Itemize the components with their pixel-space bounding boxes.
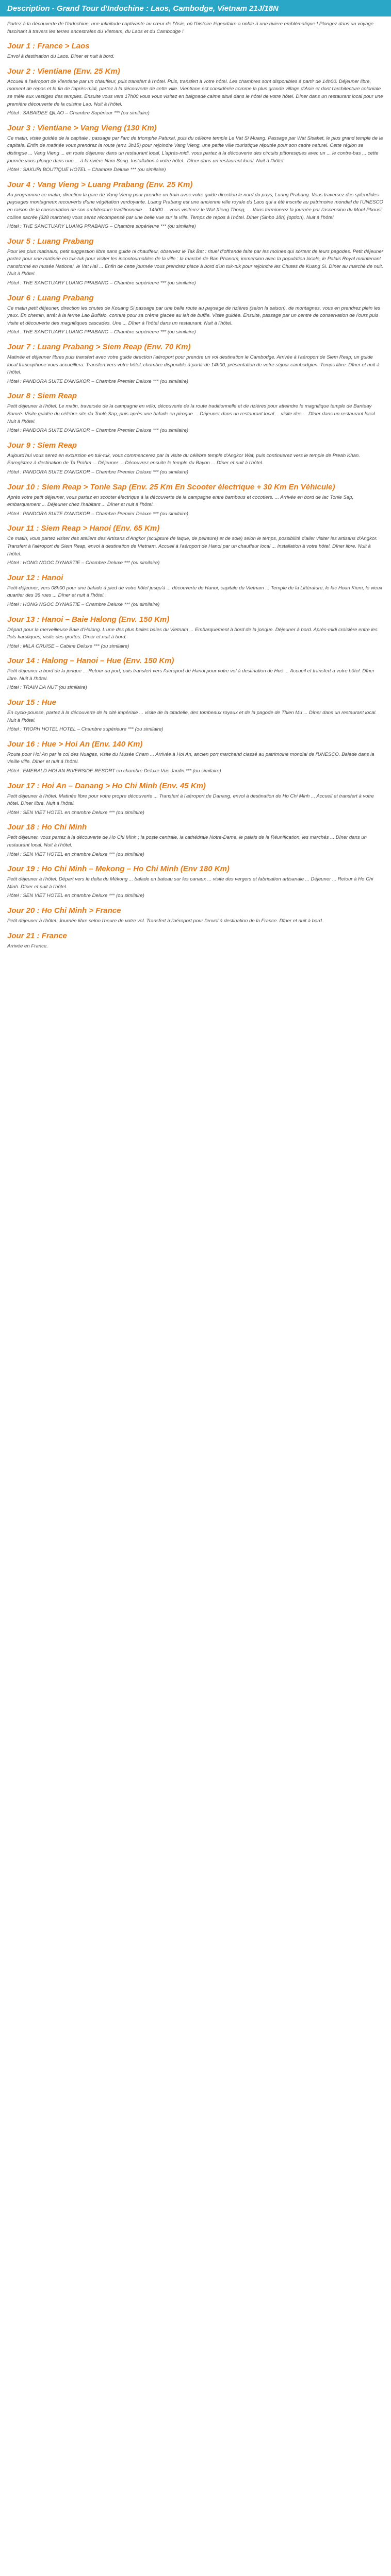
day-description: En cyclo-pousse, partez à la découverte de la cité impériale ... visite de la citadelle, des tombeaux royaux et de la pagode de Thien Mu ... Dîner dans un restaurant local. Nuit à l'hôtel. [7, 710, 377, 723]
page-title: Description - Grand Tour d'Indochine : Laos, Cambodge, Vietnam 21J/18N [7, 4, 279, 13]
day-title: Jour 1 : France > Laos [7, 42, 90, 51]
day-description: Petit déjeuner, vous partez à la découverte de Ho Chi Minh : la poste centrale, la cathédrale Notre-Dame, le palais de la Réunification, les marchés ... Dîner dans un restaurant local. Nuit à l'hôtel. [7, 835, 367, 848]
day-accommodation: Hôtel : THE SANCTUARY LUANG PRABANG – Chambre supérieure *** (ou similaire) [7, 280, 196, 286]
day-accommodation: Hôtel : EMERALD HOI AN RIVERSIDE RESORT en chambre Deluxe Vue Jardin *** (ou similaire) [7, 768, 221, 774]
day-entry [7, 930, 384, 951]
day-entry [7, 905, 384, 925]
day-entry [7, 179, 384, 231]
day-accommodation: Hôtel : THE SANCTUARY LUANG PRABANG – Chambre supérieure *** (ou similaire) [7, 224, 196, 230]
day-description: Aujourd'hui vous serez en excursion en tuk-tuk, vous commencerez par la visite du célèbre temple d'Angkor Wat, puis continuerez vers le temple de Preah Khan. Enregistrez à destination de Ta Prohm ... Déjeuner ... Découvrez ensuite le temple du Bayon ... Dîner et nuit à l'hôtel. [7, 452, 360, 466]
day-accommodation: Hôtel : HONG NGOC DYNASTIE – Chambre Deluxe *** (ou similaire) [7, 601, 160, 607]
day-title: Jour 12 : Hanoi [7, 573, 63, 582]
day-description: Départ pour la merveilleuse Baie d'Halong. L'une des plus belles baies du Vietnam ... Embarquement à bord de la jonque. Déjeuner à bord. Après-midi croisière entre les îlots karstiques, visite des grottes. Dîner et nuit à bord. [7, 626, 378, 640]
itinerary-content [0, 16, 391, 950]
intro-text: Partez à la découverte de l'Indochine, une infinitude captivante au cœur de l'Asie, où l'histoire légendaire a noble à une riviere emblématique ! Plongez dans un voyage fascinant à travers les terres ancestrales du Vietnam, du Laos et du Cambodge ! [7, 21, 374, 35]
day-description: Ce matin, vous partez visiter des ateliers des Artisans d'Angkor (sculpture de laque, de peinture) et de soie) selon le temps, possibilité d'aller visiter les artisans d'Angkor. Transfert à l'aéroport de Siem Reap, envol à destination de Vietnam. Accueil à l'aéroport de Hanoi par un chauffeur local ... Installation à votre hôtel. Dîner libre. Nuit à l'hôtel. [7, 536, 378, 557]
day-title: Jour 5 : Luang Prabang [7, 236, 94, 246]
day-title: Jour 7 : Luang Prabang > Siem Reap (Env. 70 Km) [7, 343, 191, 352]
day-title: Jour 19 : Ho Chi Minh – Mekong – Ho Chi Minh (Env 180 Km) [7, 865, 230, 874]
day-description: Petit-déjeuner, vers 08h00 pour une balade à pied de votre hôtel jusqu'à ... découverte de Hanoi, capitale du Vietnam ... Temple de la Littérature, le lac Hoan Kiem, le vieux quartier des 36 rues ... Dîner et nuit à l'hôtel. [7, 585, 383, 599]
day-entry [7, 123, 384, 174]
day-title: Jour 3 : Vientiane > Vang Vieng (130 Km) [7, 123, 157, 132]
day-description: Petit déjeuner à bord de la jonque ... Retour au port, puis transfert vers l'aéroport de Hanoi pour votre vol à destination de Hué ... Accueil et transfert à votre hôtel. Dîner libre. Nuit à l'hôtel. [7, 668, 374, 682]
day-title: Jour 8 : Siem Reap [7, 392, 77, 401]
day-accommodation: Hôtel : SEN VIET HOTEL en chambre Deluxe *** (ou similaire) [7, 893, 144, 899]
day-title: Jour 15 : Hue [7, 698, 57, 707]
day-accommodation: Hôtel : MILA CRUISE – Cabine Deluxe *** (ou similaire) [7, 643, 129, 649]
day-entry [7, 863, 384, 900]
day-accommodation: Hôtel : SEN VIET HOTEL en chambre Deluxe *** (ou similaire) [7, 851, 144, 857]
day-title: Jour 21 : France [7, 931, 67, 940]
day-entry [7, 523, 384, 567]
day-accommodation: Hôtel : PANDORA SUITE D'ANGKOR – Chambre Premier Deluxe *** (ou similaire) [7, 469, 189, 475]
day-description: Au programme ce matin, direction la gare de Vang Vieng pour prendre un train avec votre guide direction le nord du pays, Luang Prabang. Vous traversez des splendides paysages montagneux recouverts d'une végétation verdoyante. Luang Prabang est une ancienne ville royale du Laos qui a été inscrite au patrimoine mondial de l'UNESCO en raison de la conservation de son architecture traditionnelle ... 14h00 ... vous visiterez le Wat Xieng Thong, ... Vous terminerez la journée par l'ascension du Mont Phousi, colline sacrée (328 marches) vous serez récompensé par une belle vue sur la ville. Temps de repos à l'hôtel. Dîner (Sinbo 18h) (option). Nuit à l'hôtel. [7, 192, 383, 221]
day-title: Jour 16 : Hue > Hoi An (Env. 140 Km) [7, 739, 143, 749]
day-accommodation: Hôtel : SABAIDEE @LAO – Chambre Supérieur *** (ou similaire) [7, 110, 150, 116]
day-entry [7, 293, 384, 336]
day-description: Ce matin, visite guidée de la capitale : passage par l'arc de triomphe Patuxai, puis du célèbre temple Le Vat Si Muang. Passage par Wat Sisaket, le plus grand temple de la capitale. Enfin de matinée vous prendrez la route (env. 3h15) pour rejoindre Vang Vieng, une petite ville touristique réputée pour son cadre naturel. Cette région se distingue ... Vang Vieng ... en route déjeuner dans un restaurant local. L'après-midi, vous partez à la découverte des circuits pittoresques avec un ... le contre-bas ... cette journée vous plonge dans une ... à la rivière Nam Song. Installation à votre hôtel . Dîner dans un restaurant local. Nuit à l'hôtel. [7, 135, 383, 164]
day-description: Après votre petit déjeuner, vous partez en scooter électrique à la découverte de la campagne entre bambous et cocotiers. ... Arrivée en bord de lac Tonle Sap, embarquement ... Déjeuner chez l'habitant ... Dîner et nuit à l'hôtel. [7, 494, 354, 508]
days-list [7, 41, 384, 950]
day-entry [7, 572, 384, 609]
page-title-banner [0, 0, 391, 16]
day-entry [7, 440, 384, 477]
day-accommodation: Hôtel : TROPH HOTEL HOTEL – Chambre supérieure *** (ou similaire) [7, 726, 164, 733]
day-entry [7, 781, 384, 817]
day-accommodation: Hôtel : SEN VIET HOTEL en chambre Deluxe *** (ou similaire) [7, 809, 144, 816]
day-title: Jour 2 : Vientiane (Env. 25 Km) [7, 66, 120, 76]
day-title: Jour 13 : Hanoi – Baie Halong (Env. 150 Km) [7, 615, 170, 624]
day-entry [7, 391, 384, 434]
day-entry [7, 41, 384, 61]
day-description: Petit déjeuner à l'hôtel. Le matin, traversée de la campagne en vélo, découverte de la route traditionnelle et de rizières pour atteindre le magnifique temple de Banteay Samré. Visite guidée du célèbre site du Tonlé Sap, puis après une balade en pirogue ... Déjeuner dans un restaurant local ... visite des ... Dîner dans un restaurant local. Nuit à l'hôtel. [7, 403, 377, 425]
day-title: Jour 20 : Ho Chi Minh > France [7, 906, 121, 915]
day-description: Petit déjeuner à l'hôtel. Journée libre selon l'heure de votre vol. Transfert à l'aéroport pour l'envol à destination de la France. Dîner et nuit à bord. [7, 918, 323, 924]
day-entry [7, 342, 384, 385]
day-description: Envol à destination du Laos. Dîner et nuit à bord. [7, 54, 115, 60]
day-description: Petit déjeuner à l'hôtel. Matinée libre pour votre propre découverte ... Transfert à l'aéroport de Danang, envol à destination de Ho Chi Minh ... Accueil et transfert à votre hôtel. Dîner libre. Nuit à l'hôtel. [7, 793, 374, 807]
day-entry [7, 822, 384, 858]
day-entry [7, 236, 384, 287]
day-description: Route pour Hoi An par le col des Nuages, visite du Musée Cham ... Arrivée à Hoi An, ancien port marchand classé au patrimoine mondial de l'UNESCO. Balade dans la vieille ville. Dîner et nuit à l'hôtel. [7, 751, 374, 765]
day-title: Jour 9 : Siem Reap [7, 440, 77, 450]
day-description: Petit déjeuner à l'hôtel. Départ vers le delta du Mékong ... balade en bateau sur les canaux ... visite des vergers et fabrication artisanale ... Déjeuner ... Retour à Ho Chi Minh. Dîner et nuit à l'hôtel. [7, 876, 373, 890]
day-title: Jour 11 : Siem Reap > Hanoi (Env. 65 Km) [7, 524, 160, 533]
day-title: Jour 10 : Siem Reap > Tonle Sap (Env. 25 Km En Scooter électrique + 30 Km En Véhicule) [7, 482, 335, 492]
day-accommodation: Hôtel : TRAIN DA NUT (ou similaire) [7, 685, 87, 691]
day-title: Jour 17 : Hoi An – Danang > Ho Chi Minh (Env. 45 Km) [7, 781, 206, 790]
day-description: Ce matin petit déjeuner, direction les chutes de Kouang Si passage par une belle route au paysage de rizières (selon la saison), de montagnes, vous en prendrez plein les yeux. En chemin, arrêt à la ferme Lao Buffalo, connue pour sa crème glacée au lait de buffle. Visite guidée. Ensuite, passage par un centre de conservation de l'ours puis visite et découverte des magnifiques cascades. Une ... Dîner à l'hôtel dans un restaurant. Nuit à l'hôtel. [7, 305, 381, 326]
day-entry [7, 697, 384, 734]
day-description: Arrivée en France. [7, 943, 48, 949]
day-accommodation: Hôtel : PANDORA SUITE D'ANGKOR – Chambre Premier Deluxe *** (ou similaire) [7, 378, 189, 384]
day-description: Accueil à l'aéroport de Vientiane par un chauffeur, puis transfert à l'hôtel. Puis, transfert à votre hôtel. Les chambres sont disponibles à partir de 14h00. Déjeuner libre, moment de repos et la fin de l'après-midi, partez à la découverte de cette ville. Vientiane est considérée comme la plus grande village d'Asie et dont l'architecture coloniale se mêle aux vestiges des temples. Ensuite vous vers 17h00 vous vous visitez en baignade calme situé dans le hôtel de votre hôtel. Dîner dans un restaurant local pour une première découverte de la cuisine Lao. Nuit à l'hôtel. [7, 78, 383, 107]
day-accommodation: Hôtel : PANDORA SUITE D'ANGKOR – Chambre Premier Deluxe *** (ou similaire) [7, 511, 189, 517]
day-accommodation: Hôtel : SAKURI BOUTIQUE HOTEL – Chambre Deluxe *** (ou similaire) [7, 167, 166, 173]
day-description: Matinée et déjeuner libres puis transfert avec votre guide direction l'aéroport pour prendre un vol destination le Cambodge. Arrivée à l'aéroport de Siem Reap, un guide local francophone vous accueillera. Transfert vers votre hôtel, chambre disponible à partir de 14h00, présentation de votre séjour cambodgien. Temps libre. Dîner et nuit à l'hôtel. [7, 354, 380, 376]
day-title: Jour 4 : Vang Vieng > Luang Prabang (Env. 25 Km) [7, 180, 193, 189]
day-entry [7, 66, 384, 117]
day-title: Jour 18 : Ho Chi Minh [7, 823, 87, 832]
day-title: Jour 14 : Halong – Hanoi – Hue (Env. 150 Km) [7, 656, 174, 666]
day-title: Jour 6 : Luang Prabang [7, 293, 94, 302]
day-entry [7, 739, 384, 775]
day-entry [7, 655, 384, 692]
day-accommodation: Hôtel : HONG NGOC DYNASTIE – Chambre Deluxe *** (ou similaire) [7, 560, 160, 566]
day-entry [7, 482, 384, 518]
day-accommodation: Hôtel : PANDORA SUITE D'ANGKOR – Chambre Premier Deluxe *** (ou similaire) [7, 428, 189, 434]
day-accommodation: Hôtel : THE SANCTUARY LUANG PRABANG – Chambre supérieure *** (ou similaire) [7, 329, 196, 335]
day-description: Pour les plus matinaux, petit suggestion libre sans guide ni chauffeur, observez le Tak Bat : rituel d'offrande faite par les moines qui sortent de leurs pagodes. Petit déjeuner partez pour une matinée en tuk-tuk pour visiter les incontournables de la ville : la marché de Ban Phanom, immersion avec la population locale, le Palais Royal maintenant transformé en musée National, le Vat Haï ... Enfin de cette journée vous prendrez place à bord d'un tuk-tuk pour rejoindre les Chutes de Kuang Si. Dîner au marché de nuit. Nuit à l'hôtel. [7, 248, 383, 277]
day-entry [7, 614, 384, 651]
